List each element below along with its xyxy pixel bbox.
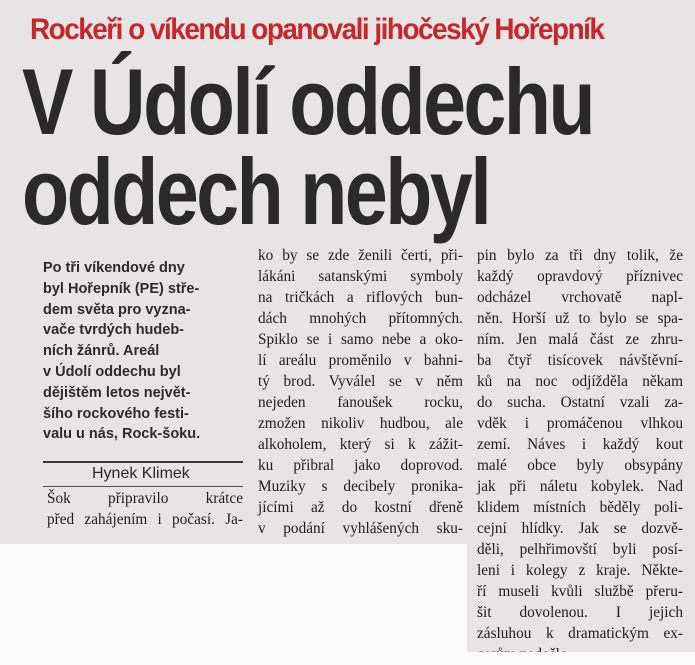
body-line: na tričkách a riflových bun- xyxy=(258,289,463,306)
body-line: dách mnohých přítomných. xyxy=(258,310,463,327)
body-column-2 xyxy=(258,245,463,539)
body-line: ku přibral jako doprovod. xyxy=(258,457,463,474)
body-line: něn. Horší už to bylo se spa- xyxy=(477,310,683,327)
body-line: vděk i promáčenou vlhkou xyxy=(477,415,683,432)
body-line: šit dovolenou. I jejich xyxy=(477,604,683,621)
body-line: v podání vyhlášených sku- xyxy=(258,520,463,537)
body-line: každý opravdový příznivec xyxy=(477,268,683,285)
body-line: lákáni satanskými symboly xyxy=(258,268,463,285)
body-line: ba čtyř tisícovek návštěvní- xyxy=(477,352,683,369)
lead-line: v Údolí oddechu byl xyxy=(43,363,181,380)
body-line: Spiklo se i samo nebe a oko- xyxy=(258,331,463,348)
body-line: před zahájením i počasí. Ja- xyxy=(47,511,243,528)
body-line: zásluhou k dramatickým ex- xyxy=(477,625,683,642)
body-line: jícími až do kostní dřeně xyxy=(258,499,463,516)
body-line: pin bylo za tři dny tolik, že xyxy=(477,247,683,264)
body-line: zemí. Náves i každý kout xyxy=(477,436,683,453)
lead-line: dějištěm letos největ- xyxy=(43,384,191,401)
body-line: jak při náletu kobylek. Nad xyxy=(477,478,683,495)
body-line: ním. Jen malá část ze zhru- xyxy=(477,331,683,348)
kicker-headline: Rockeři o víkendu opanovali jihočeský Hořepník xyxy=(30,13,604,46)
body-line: Šok připravilo krátce xyxy=(47,490,243,507)
cutout-blank-area xyxy=(0,544,467,661)
body-line: cejní hlídky. Jak se dozvě- xyxy=(477,520,683,537)
lead-line: šího rockového festi- xyxy=(43,405,189,422)
body-line: klidem místních běděly poli- xyxy=(477,499,683,516)
body-line: leni i kolegy z kraje. Někte- xyxy=(477,562,683,579)
body-line: zmožen nikoliv hudbou, ale xyxy=(258,415,463,432)
body-column-1 xyxy=(47,488,243,530)
lead-line: byl Hořepník (PE) stře- xyxy=(43,280,200,297)
body-column-3 xyxy=(477,245,683,665)
body-line: Muziky s decibely pronika- xyxy=(258,478,463,495)
lead-line: Po tři víkendové dny xyxy=(43,260,185,276)
author-divider xyxy=(43,486,243,487)
body-line: do sucha. Ostatní vzali za- xyxy=(477,394,683,411)
headline-line-2: oddech nebyl xyxy=(22,139,490,244)
lead-line: ních žánrů. Areál xyxy=(43,343,160,360)
body-line: lí areálu proměnilo v bahni- xyxy=(258,352,463,369)
body-line: ků na noc odjížděla někam xyxy=(477,373,683,390)
lead-line: vače tvrdých hudeb- xyxy=(43,322,185,339)
body-line: ko by se zde ženili čerti, při- xyxy=(258,247,463,264)
lead-paragraph xyxy=(43,258,243,445)
body-line: tý brod. Vyválel se v něm xyxy=(258,373,463,390)
body-line: děli, pelhřimovští byli posí- xyxy=(477,541,683,558)
lead-line: dem světa pro vyzna- xyxy=(43,301,191,318)
author-name: Hynek Klimek xyxy=(92,465,190,482)
lead-line: valu u nás, Rock-šoku. xyxy=(43,426,201,443)
body-line: nejeden fanoušek rocku, xyxy=(258,394,463,411)
headline-line-1: V Údolí oddechu xyxy=(22,49,594,154)
body-line: ří museli kvůli službě přeru- xyxy=(477,583,683,600)
cutout-blank-strip xyxy=(467,652,695,661)
body-line: odcházel vrchovatě napl- xyxy=(477,289,683,306)
body-line: malé obce byly obsypány xyxy=(477,457,683,474)
body-line: alkoholem, který si k zážit- xyxy=(258,436,463,453)
